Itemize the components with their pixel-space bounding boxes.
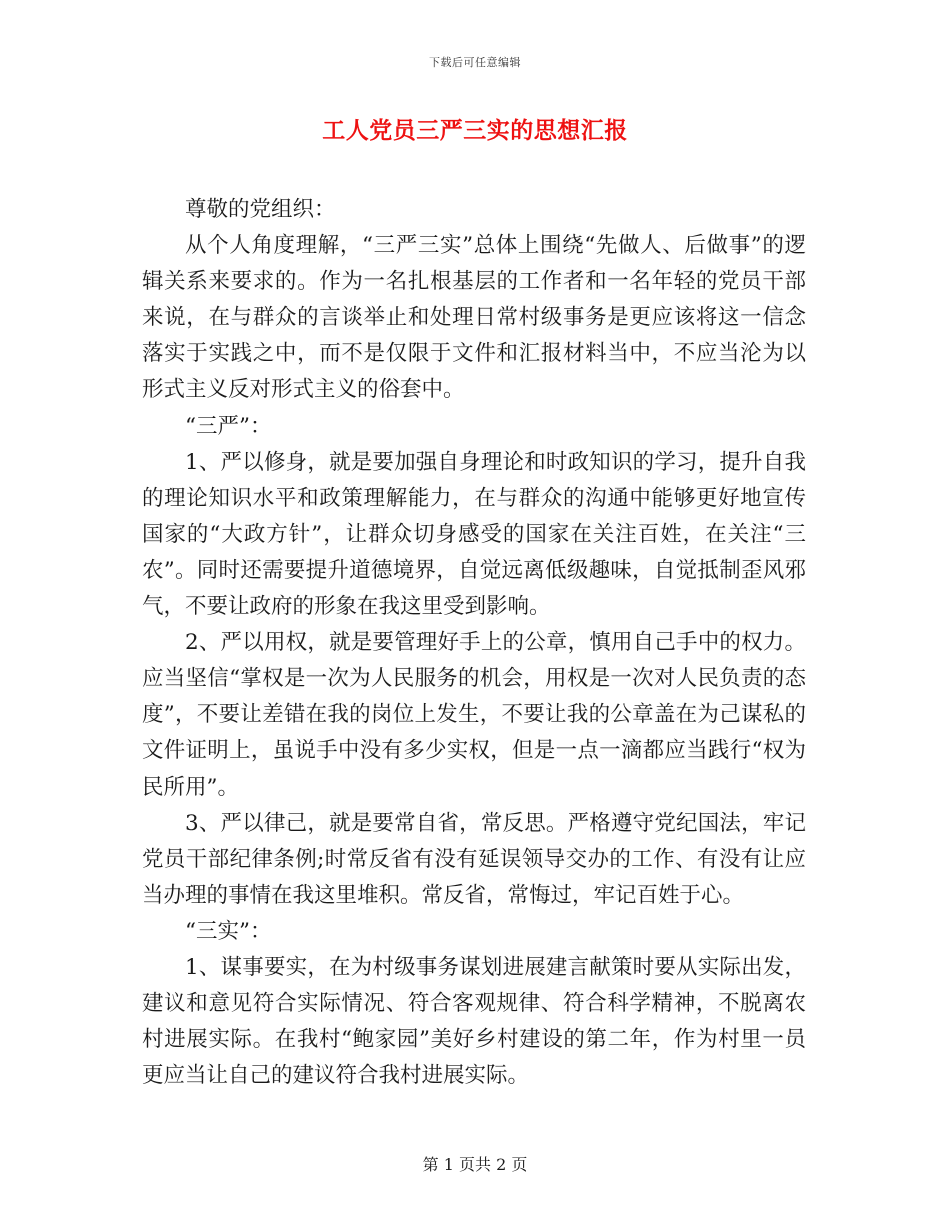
document-title: 工人党员三严三实的思想汇报 bbox=[322, 117, 628, 144]
header-note: 下载后可任意编辑 bbox=[429, 56, 521, 69]
page-number-footer: 第 1 页共 2 页 bbox=[422, 1155, 528, 1174]
salutation-paragraph: 尊敬的党组织： bbox=[185, 197, 336, 222]
strict-self-discipline-paragraph: 3、严以律己，就是要常自省，常反思。严格遵守党纪国法，牢记党员干部纪律条例;时常反省有没有延误领导交办的工作、有没有让应当办理的事情在我这里堆积。常反省，常悔过，牢记百姓于心。 bbox=[142, 810, 806, 908]
solid-planning-paragraph: 1、谋事要实，在为村级事务谋划进展建言献策时要从实际出发，建议和意见符合实际情况、符合客观规律、符合科学精神，不脱离农村进展实际。在我村“鲍家园”美好乡村建设的第二年，作为村里一员更应当让自己的建议符合我村进展实际。 bbox=[142, 954, 806, 1089]
strict-self-cultivation-paragraph: 1、严以修身，就是要加强自身理论和时政知识的学习，提升自我的理论知识水平和政策理解能力，在与群众的沟通中能够更好地宣传国家的“大政方针”，让群众切身感受的国家在关注百姓，在关注“三农”。同时还需要提升道德境界，自觉远离低级趣味，自觉抵制歪风邪气，不要让政府的形象在我这里受到影响。 bbox=[142, 449, 806, 620]
intro-paragraph: 从个人角度理解，“三严三实”总体上围绕“先做人、后做事”的逻辑关系来要求的。作为一名扎根基层的工作者和一名年轻的党员干部来说，在与群众的言谈举止和处理日常村级事务是更应该将这一信念落实于实践之中，而不是仅限于文件和汇报材料当中，不应当沦为以形式主义反对形式主义的俗套中。 bbox=[142, 233, 806, 403]
three-solid-heading: “三实”： bbox=[185, 918, 272, 944]
three-strict-heading: “三严”： bbox=[185, 413, 272, 439]
strict-use-of-power-paragraph: 2、严以用权，就是要管理好手上的公章，慎用自己手中的权力。应当坚信“掌权是一次为人民服务的机会，用权是一次对人民负责的态度”，不要让差错在我的岗位上发生，不要让我的公章盖在为己谋私的文件证明上，虽说手中没有多少实权，但是一点一滴都应当践行“权为民所用”。 bbox=[142, 630, 806, 800]
document-body bbox=[142, 192, 806, 1094]
